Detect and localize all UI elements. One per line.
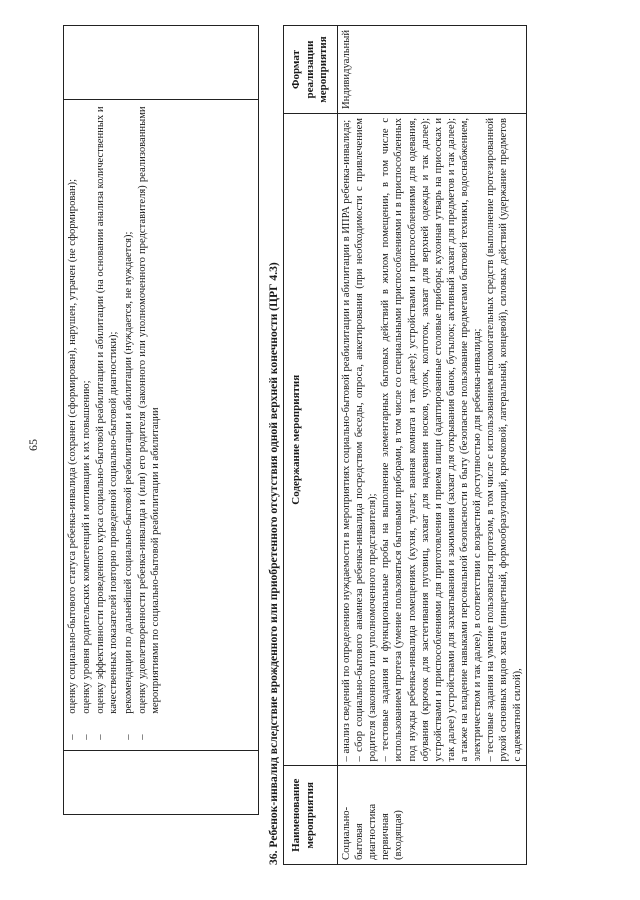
activity-name: Социально-бытовая диагностика первичная (входящая) — [337, 766, 526, 865]
empty-name-cell — [64, 750, 259, 814]
table-header-row — [284, 26, 338, 865]
activities-table — [283, 25, 527, 865]
rotated-page — [18, 5, 628, 885]
activity-format: Индивидуальный — [337, 26, 526, 114]
table-row — [64, 26, 259, 815]
column-header-content: Содержание мероприятия — [284, 113, 338, 766]
list-item: – оценку уровня родительских компетенций и мотивации к их повышению; — [80, 106, 93, 743]
empty-format-cell — [64, 26, 259, 100]
content-paragraph: – тестовые задания на умение пользоваться протезом, в том числе с использованием вспомогательных средств (выполнение протезированной рукой основных видов хвата (пинцетный, формообразующий, крючковой, латеральный, концевой), силовых действий (удержание предметов с адекватной силой), — [485, 117, 523, 762]
page-number: 65 — [26, 439, 40, 451]
list-item: – оценку социально-бытового статуса ребенка-инвалида (сохранен (сформирован), нарушен, утрачен (не сформирован); — [66, 106, 79, 743]
column-header-name: Наименование мероприятия — [284, 766, 338, 865]
activity-content — [337, 113, 526, 766]
list-item: – оценку эффективности проведенного курса социально-бытовой реабилитации и абилитации (на основании анализа количественных и качественных показателей повторно проведенной социально-бытовой диагностики); — [94, 106, 120, 743]
column-header-format: Формат реализации мероприятия — [284, 26, 338, 114]
dash-marker: – — [81, 734, 93, 740]
content-cell — [64, 100, 259, 750]
dash-marker: – — [122, 734, 134, 740]
dash-marker: – — [67, 734, 78, 740]
table-row — [337, 26, 526, 865]
content-paragraph: – тестовые задания и функциональные пробы на выполнение элементарных бытовых действий в жилом помещении, в том числе с использованием протеза (умение пользоваться бытовыми приборами, в том числе со специальными приспособлениями и в приспособленных под нужды ребенка-инвалида помещениях (кухня, туалет, ванная комната и так далее); устройствами и приспособлениями для одевания, обувания (крючок для застегивания пуговиц, захват для надевания носков, чулок, колготок, захват для верхней одежды и так далее); устройствами и приспособлениями для приготовления и приема пищи (адаптированные столовые приборы; кухонная утварь на присосках и так далее) устройствами для захватывания и зажимания (захват для открывания банок, бутылок; активный захват для предметов и так далее); а также на владение навыками персональной безопасности в быту (безопасное пользование предметами бытовой техники, водоснабжением, электричеством и так далее), в соответствии с возрастной доступностью для ребенка-инвалида; — [380, 117, 484, 762]
section-heading: 36. Ребенок-инвалид вследствие врожденного или приобретенного отсутствия одной верхней конечности (ЦРГ 4.3) — [267, 262, 280, 865]
dash-marker: – — [136, 734, 148, 740]
content-paragraph: – сбор социально-бытового анамнеза ребенка-инвалида посредством беседы, опроса, анкетирования (при необходимости с привлечением родителя (законного или уполномоченного представителя); — [354, 117, 379, 762]
content-paragraph: – анализ сведений по определению нуждаемости в мероприятиях социально-бытовой реабилитации и абилитации в ИПРА ребенка-инвалида; — [340, 119, 352, 762]
list-item: – рекомендации по дальнейшей социально-бытовой реабилитации и абилитации (нуждается, не нуждается); — [122, 106, 135, 743]
assessment-list — [66, 106, 162, 743]
list-item: – оценку удовлетворенности ребенка-инвалида и (или) его родителя (законного или уполномоченного представителя) реализованными мероприятиями по социально-бытовой реабилитации и абилитации — [136, 106, 162, 743]
continued-table — [63, 25, 259, 815]
dash-marker: – — [95, 734, 107, 740]
